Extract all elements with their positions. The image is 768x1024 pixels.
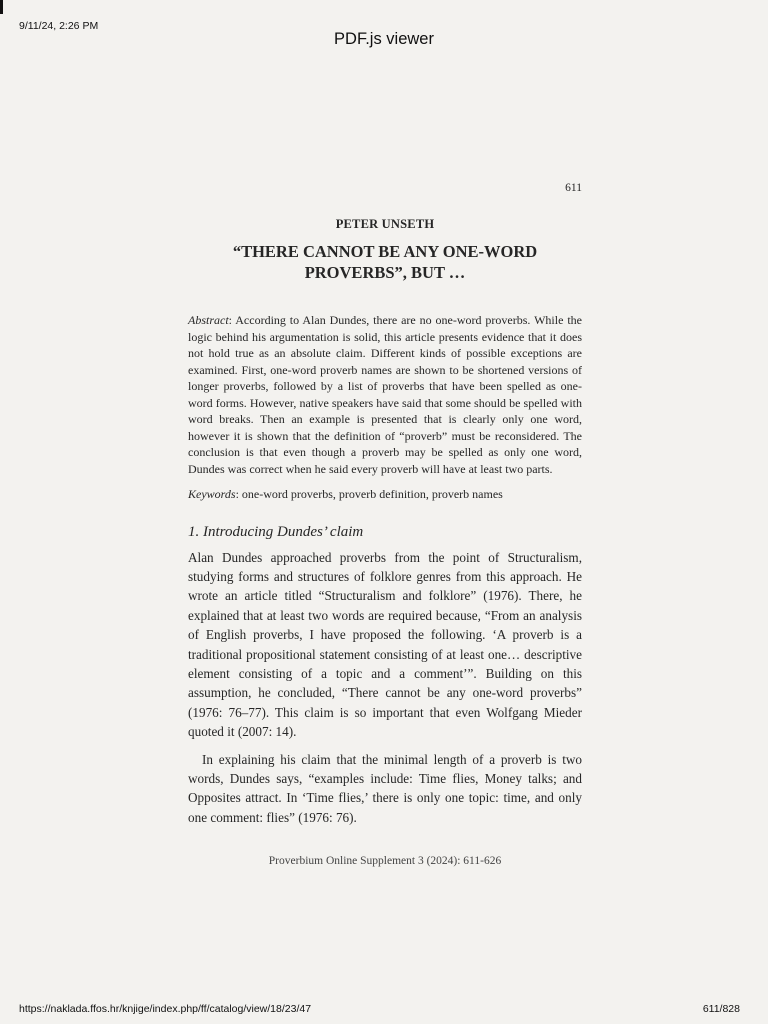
author-name: PETER UNSETH: [335, 217, 435, 231]
abstract-label: Abstract: [188, 313, 229, 327]
keywords-label: Keywords: [188, 487, 236, 501]
page-edge-mark: [0, 0, 3, 14]
page-number: 611: [565, 182, 582, 194]
paper-page: [188, 180, 582, 869]
print-header: [0, 20, 768, 48]
keywords: [188, 486, 582, 503]
article-title: “THERE CANNOT BE ANY ONE-WORD PROVERBS”, BUT …: [232, 242, 538, 282]
print-page-counter: 611/828: [702, 1003, 740, 1015]
body-paragraph-1: Alan Dundes approached proverbs from the point of Structuralism, studying forms and structures of folklore genres from this approach. He wrote an article titled “Structuralism and folklore” (1976). There, he explained that at least two words are required because, “From an analysis of English proverbs, I have proposed the following. ‘A proverb is a traditional propositional statement consisting of at least one… descriptive element consisting of a topic and a comment’”. Building on this assumption, he concluded, “There cannot be any one-word proverbs” (1976: 76–77). This claim is so important that even Wolfgang Mieder quoted it (2007: 14).: [188, 549, 582, 740]
body-paragraph-2: In explaining his claim that the minimal length of a proverb is two words, Dundes says, “examples include: Time flies, Money talks; and Opposites attract. In ‘Time flies,’ there is only one topic: time, and only one comment: flies” (1976: 76).: [188, 751, 582, 825]
print-datetime: 9/11/24, 2:26 PM: [19, 20, 99, 32]
abstract-text: : According to Alan Dundes, there are no one-word proverbs. While the logic behind his argumentation is solid, this article presents evidence that it does not hold true as an absolute claim. Different kinds of possible exceptions are examined. First, one-word proverb names are shown to be shortened versions of longer proverbs, followed by a list of proverbs that have been spelled as one-word forms. However, native speakers have said that some should be spelled with word breaks. Then an example is presented that is clearly only one word, however it is shown that the definition of “proverb” must be reconsidered. The conclusion is that even though a proverb may be spelled as only one word, Dundes was correct when he said every proverb will have at least two parts.: [188, 313, 582, 476]
keywords-text: : one-word proverbs, proverb definition, proverb names: [235, 487, 503, 501]
print-window-title: PDF.js viewer: [334, 30, 434, 48]
abstract: [188, 312, 582, 477]
journal-citation-footer: Proverbium Online Supplement 3 (2024): 611-626: [268, 855, 502, 868]
print-url: https://naklada.ffos.hr/knjige/index.php/ff/catalog/view/18/23/47: [19, 1003, 312, 1015]
section-heading: 1. Introducing Dundes’ claim: [188, 523, 364, 540]
print-footer: [0, 1003, 768, 1017]
